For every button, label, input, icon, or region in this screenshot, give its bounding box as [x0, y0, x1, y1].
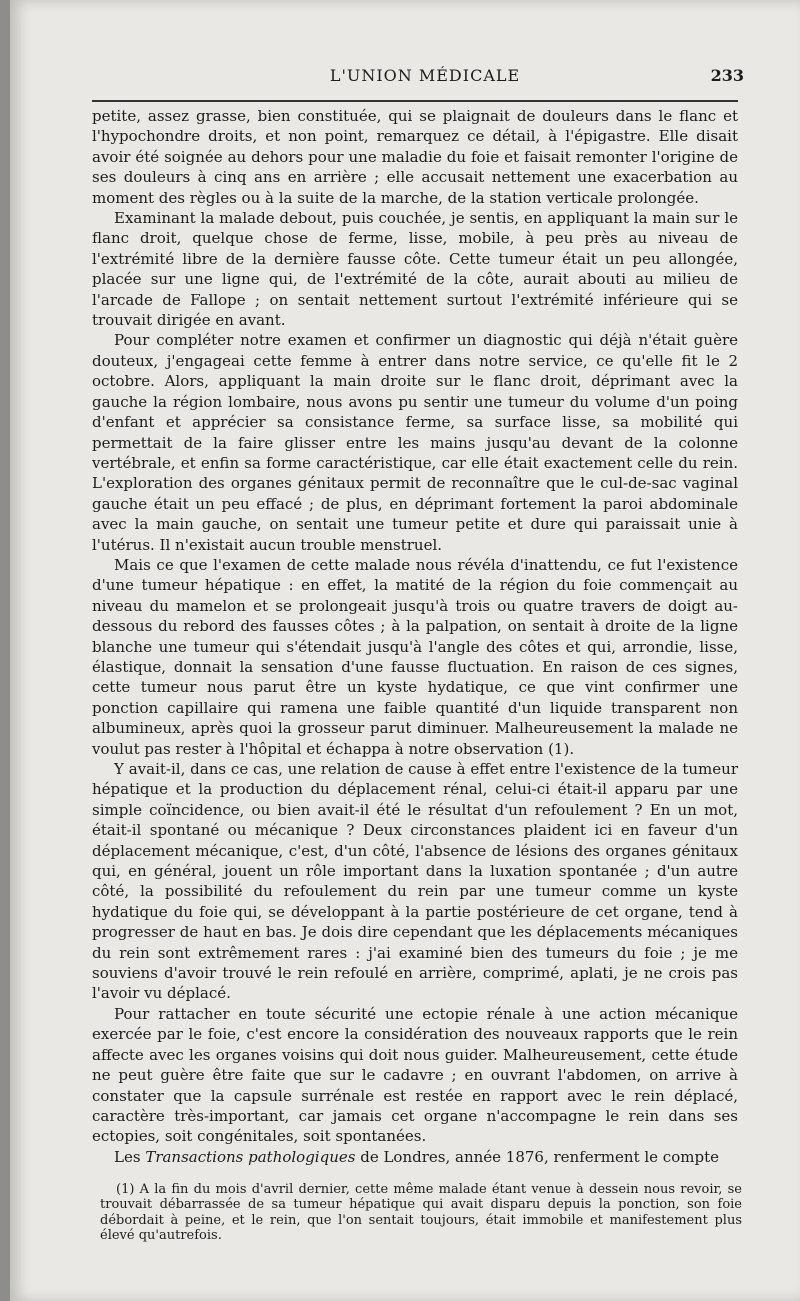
footnote: (1) A la fin du mois d'avril dernier, cette même malade étant venue à dessein nous revoir, se trouvait débarrassée de sa tumeur hépatique qui avait disparu depuis la ponction, son foie débordait à peine, et le rein, que l'on sentait toujours, était immobile et manifestement plus élevé qu'autrefois. [100, 1182, 742, 1244]
journal-title: Transactions pathologiques [145, 1147, 356, 1166]
paragraph: Pour compléter notre examen et confirmer un diagnostic qui déjà n'était guère douteux, j'engageai cette femme à entrer dans notre service, ce qu'elle fit le 2 octobre. Alors, appliquant la main droite sur le flanc droit, déprimant avec la gauche la région lombaire, nous avons pu sentir une tumeur du volume d'un poing d'enfant et apprécier sa consistance ferme, sa surface lisse, sa mobilité qui permettait de la faire glisser entre les mains jusqu'au devant de la colonne vertébrale, et enfin sa forme caractéristique, car elle était exactement celle du rein. L'exploration des organes génitaux permit de reconnaître que le cul-de-sac vaginal gauche était un peu effacé ; de plus, en déprimant fortement la paroi abdominale avec la main gauche, on sentait une tumeur petite et dure qui paraissait unie à l'utérus. Il n'existait aucun trouble menstruel. [92, 331, 738, 554]
page-number: 233 [710, 66, 744, 85]
paragraph: Y avait-il, dans ce cas, une relation de cause à effet entre l'existence de la tumeur hépatique et la production du déplacement rénal, celui-ci était-il apparu par une simple coïncidence, ou bien avait-il été le résultat d'un refoulement ? En un mot, était-il spontané ou mécanique ? Deux circonstances plaident ici en faveur d'un déplacement mécanique, c'est, d'un côté, l'absence de lésions des organes génitaux qui, en général, jouent un rôle important dans la luxation spontanée ; d'un autre côté, la possibilité du refoulement du rein par une tumeur comme un kyste hydatique du foie qui, se développant à la partie postérieure de cet organe, tend à progresser de haut en bas. Je dois dire cependant que les déplacements mécaniques du rein sont extrêmement rares : j'ai examiné bien des tumeurs du foie ; je me souviens d'avoir trouvé le rein refoulé en arrière, comprimé, aplati, je ne crois pas l'avoir vu déplacé. [92, 760, 738, 1003]
running-title: L'UNION MÉDICALE [329, 66, 521, 85]
page-header [102, 66, 748, 96]
footnotes [100, 1182, 742, 1244]
paragraph: Pour rattacher en toute sécurité une ectopie rénale à une action mécanique exercée par le foie, c'est encore la considération des nouveaux rapports que le rein affecte avec les organes voisins qui doit nous guider. Malheureusement, cette étude ne peut guère être faite que sur le cadavre ; en ouvrant l'abdomen, on arrive à constater que la capsule surrénale est restée en rapport avec le rein déplacé, caractère très-important, car jamais cet organe n'accompagne le rein dans ses ectopies, soit congénitales, soit spontanées. [92, 1004, 738, 1146]
paragraph: petite, assez grasse, bien constituée, qui se plaignait de douleurs dans le flanc et l'hypochondre droits, et non point, remarquez ce détail, à l'épigastre. Elle disait avoir été soignée au dehors pour une maladie du foie et faisait remonter l'origine de ses douleurs à cinq ans en arrière ; elle accusait nettement une exacerbation au moment des règles ou à la suite de la marche, de la station verticale prolongée. [92, 107, 738, 207]
body-text [92, 106, 738, 1167]
paragraph: Examinant la malade debout, puis couchée, je sentis, en appliquant la main sur le flanc droit, quelque chose de ferme, lisse, mobile, à peu près au niveau de l'extrémité libre de la dernière fausse côte. Cette tumeur était un peu allongée, placée sur une ligne qui, de l'extrémité de la côte, aurait abouti au milieu de l'arcade de Fallope ; on sentait nettement surtout l'extrémité inférieure qui se trouvait dirigée en avant. [92, 209, 738, 330]
text-run: de Londres, année 1876, renferment le compte [355, 1147, 719, 1166]
header-rule [92, 100, 738, 102]
paragraph-last [92, 1147, 738, 1167]
text-run: Les [114, 1147, 146, 1166]
paragraph: Mais ce que l'examen de cette malade nous révéla d'inattendu, ce fut l'existence d'une tumeur hépatique : en effet, la matité de la région du foie commençait au niveau du mamelon et se prolongeait jusqu'à trois ou quatre travers de doigt au-dessous du rebord des fausses côtes ; à la palpation, on sentait à droite de la ligne blanche une tumeur qui s'étendait jusqu'à l'angle des côtes et qui, arrondie, lisse, élastique, donnait la sensation d'une fausse fluctuation. En raison de ces signes, cette tumeur nous parut être un kyste hydatique, ce que vint confirmer une ponction capillaire qui ramena une faible quantité d'un liquide transparent non albumineux, après quoi la grosseur parut diminuer. Malheureusement la malade ne voulut pas rester à l'hôpital et échappa à notre observation (1). [92, 555, 738, 758]
